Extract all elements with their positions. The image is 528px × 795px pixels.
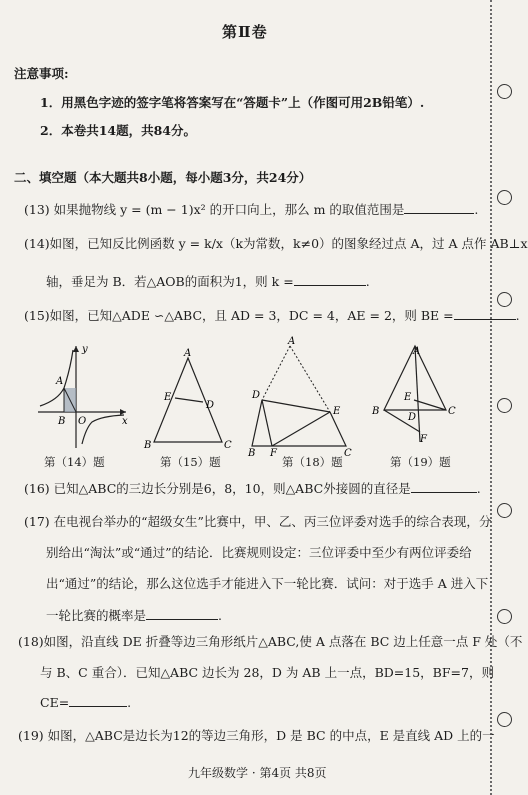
figure-15-caption: 第（15）题 — [160, 455, 221, 469]
question-18-end: . — [127, 695, 132, 710]
figure-15 — [140, 348, 235, 452]
fig19-label-c: C — [448, 406, 456, 417]
figure-14-diagram — [30, 340, 130, 450]
figure-18 — [248, 336, 358, 459]
fig14-label-b: B — [58, 416, 66, 427]
question-14-line-1: (14)如图，已知反比例函数 y = k/x（k为常数，k≠0）的图象经过点 A，过 A 点作 AB⊥x — [24, 236, 528, 251]
page-title: 第Ⅱ卷 — [222, 23, 268, 41]
page-footer: 九年级数学 · 第4页 共8页 — [188, 766, 327, 780]
question-14-text: 轴，垂足为 B．若△AOB的面积为1，则 k = — [46, 274, 294, 289]
question-19-line-1: (19) 如图，△ABC是边长为12的等边三角形，D 是 BC 的中点，E 是直线 AD 上的一 — [18, 728, 495, 743]
fig19-label-a: A — [413, 346, 421, 357]
figure-19-diagram — [370, 340, 460, 450]
question-13-text: (13) 如果抛物线 y = (m − 1)x² 的开口向上，那么 m 的取值范围是 — [24, 202, 405, 217]
fig19-label-b: B — [372, 406, 380, 417]
fig15-label-b: B — [144, 440, 152, 451]
question-18-line-3 — [40, 694, 131, 711]
answer-blank — [404, 201, 474, 214]
fig14-label-x: x — [122, 416, 128, 427]
question-15-end: . — [515, 308, 520, 323]
fig18-label-e: E — [333, 406, 341, 417]
question-13-end: . — [474, 202, 479, 217]
answer-blank — [146, 607, 218, 620]
question-18-text: CE= — [40, 695, 70, 710]
answer-blank — [69, 694, 127, 707]
fig14-label-o: O — [78, 416, 87, 427]
figure-19-caption: 第（19）题 — [390, 455, 451, 469]
question-17-line-4 — [46, 607, 222, 624]
question-17-end: . — [218, 608, 222, 623]
question-16-text: (16) 已知△ABC的三边长分别是6，8，10，则△ABC外接圆的直径是 — [24, 481, 411, 496]
fig19-label-f: F — [420, 434, 427, 445]
fig15-label-c: C — [224, 440, 232, 451]
figure-14-caption: 第（14）题 — [44, 455, 105, 469]
question-18-line-2: 与 B、C 重合）．已知△ABC 边长为 28，D 为 AB 上一点，BD=15，BF=7，则 — [40, 665, 494, 680]
question-15-text: (15)如图，已知△ADE ∽△ABC，且 AD = 3，DC = 4，AE = 2，则 BE = — [24, 308, 454, 323]
fig19-label-e: E — [404, 392, 412, 403]
fig19-label-d: D — [408, 412, 417, 423]
answer-blank — [294, 273, 366, 286]
fig18-label-d: D — [252, 390, 261, 401]
fig18-label-f: F — [270, 448, 277, 459]
question-14-line-2 — [46, 273, 370, 290]
question-15 — [24, 307, 520, 324]
binding-hole-icon — [497, 292, 512, 307]
binding-hole-icon — [497, 609, 512, 624]
fig15-label-e: E — [164, 392, 172, 403]
answer-blank — [454, 307, 516, 320]
binding-hole-icon — [497, 84, 512, 99]
question-13 — [24, 201, 478, 218]
question-18-line-1: (18)如图，沿直线 DE 折叠等边三角形纸片△ABC,使 A 点落在 BC 边上任意一点 F 处（不 — [18, 634, 523, 649]
section-heading: 二、填空题（本大题共8小题，每小题3分，共24分） — [14, 170, 312, 185]
question-14-end: . — [365, 274, 370, 289]
figure-19 — [370, 340, 460, 450]
figure-18-caption: 第（18）题 — [282, 455, 343, 469]
fig15-label-d: D — [206, 400, 215, 411]
notes-item-2: 2．本卷共14题，共84分。 — [40, 123, 196, 138]
question-16 — [24, 480, 481, 497]
binding-hole-icon — [497, 712, 512, 727]
binding-hole-icon — [497, 503, 512, 518]
fig15-label-a: A — [184, 348, 192, 359]
figure-15-diagram — [140, 348, 235, 452]
question-17-text: 一轮比赛的概率是 — [46, 608, 147, 623]
binding-hole-icon — [497, 398, 512, 413]
binding-hole-icon — [497, 190, 512, 205]
fig14-label-a: A — [56, 376, 64, 387]
notes-item-1: 1．用黑色字迹的签字笔将答案写在“答题卡”上（作图可用2B铅笔）. — [40, 95, 425, 110]
question-17-line-1: (17) 在电视台举办的“超级女生”比赛中，甲、乙、丙三位评委对选手的综合表现，分 — [24, 514, 492, 529]
notes-heading: 注意事项: — [14, 66, 69, 81]
figure-18-diagram — [248, 336, 358, 459]
question-17-line-2: 别给出“淘汰”或“通过”的结论．比赛规则设定：三位评委中至少有两位评委给 — [46, 545, 472, 560]
fig14-label-y: y — [82, 344, 88, 355]
fig18-label-a: A — [288, 336, 296, 347]
fig18-label-c: C — [344, 448, 352, 459]
question-17-line-3: 出“通过”的结论，那么这位选手才能进入下一轮比赛．试问：对于选手 A 进入下 — [46, 576, 489, 591]
answer-blank — [411, 480, 477, 493]
fig18-label-b: B — [248, 448, 256, 459]
figure-14 — [30, 340, 130, 450]
question-16-end: . — [476, 481, 481, 496]
